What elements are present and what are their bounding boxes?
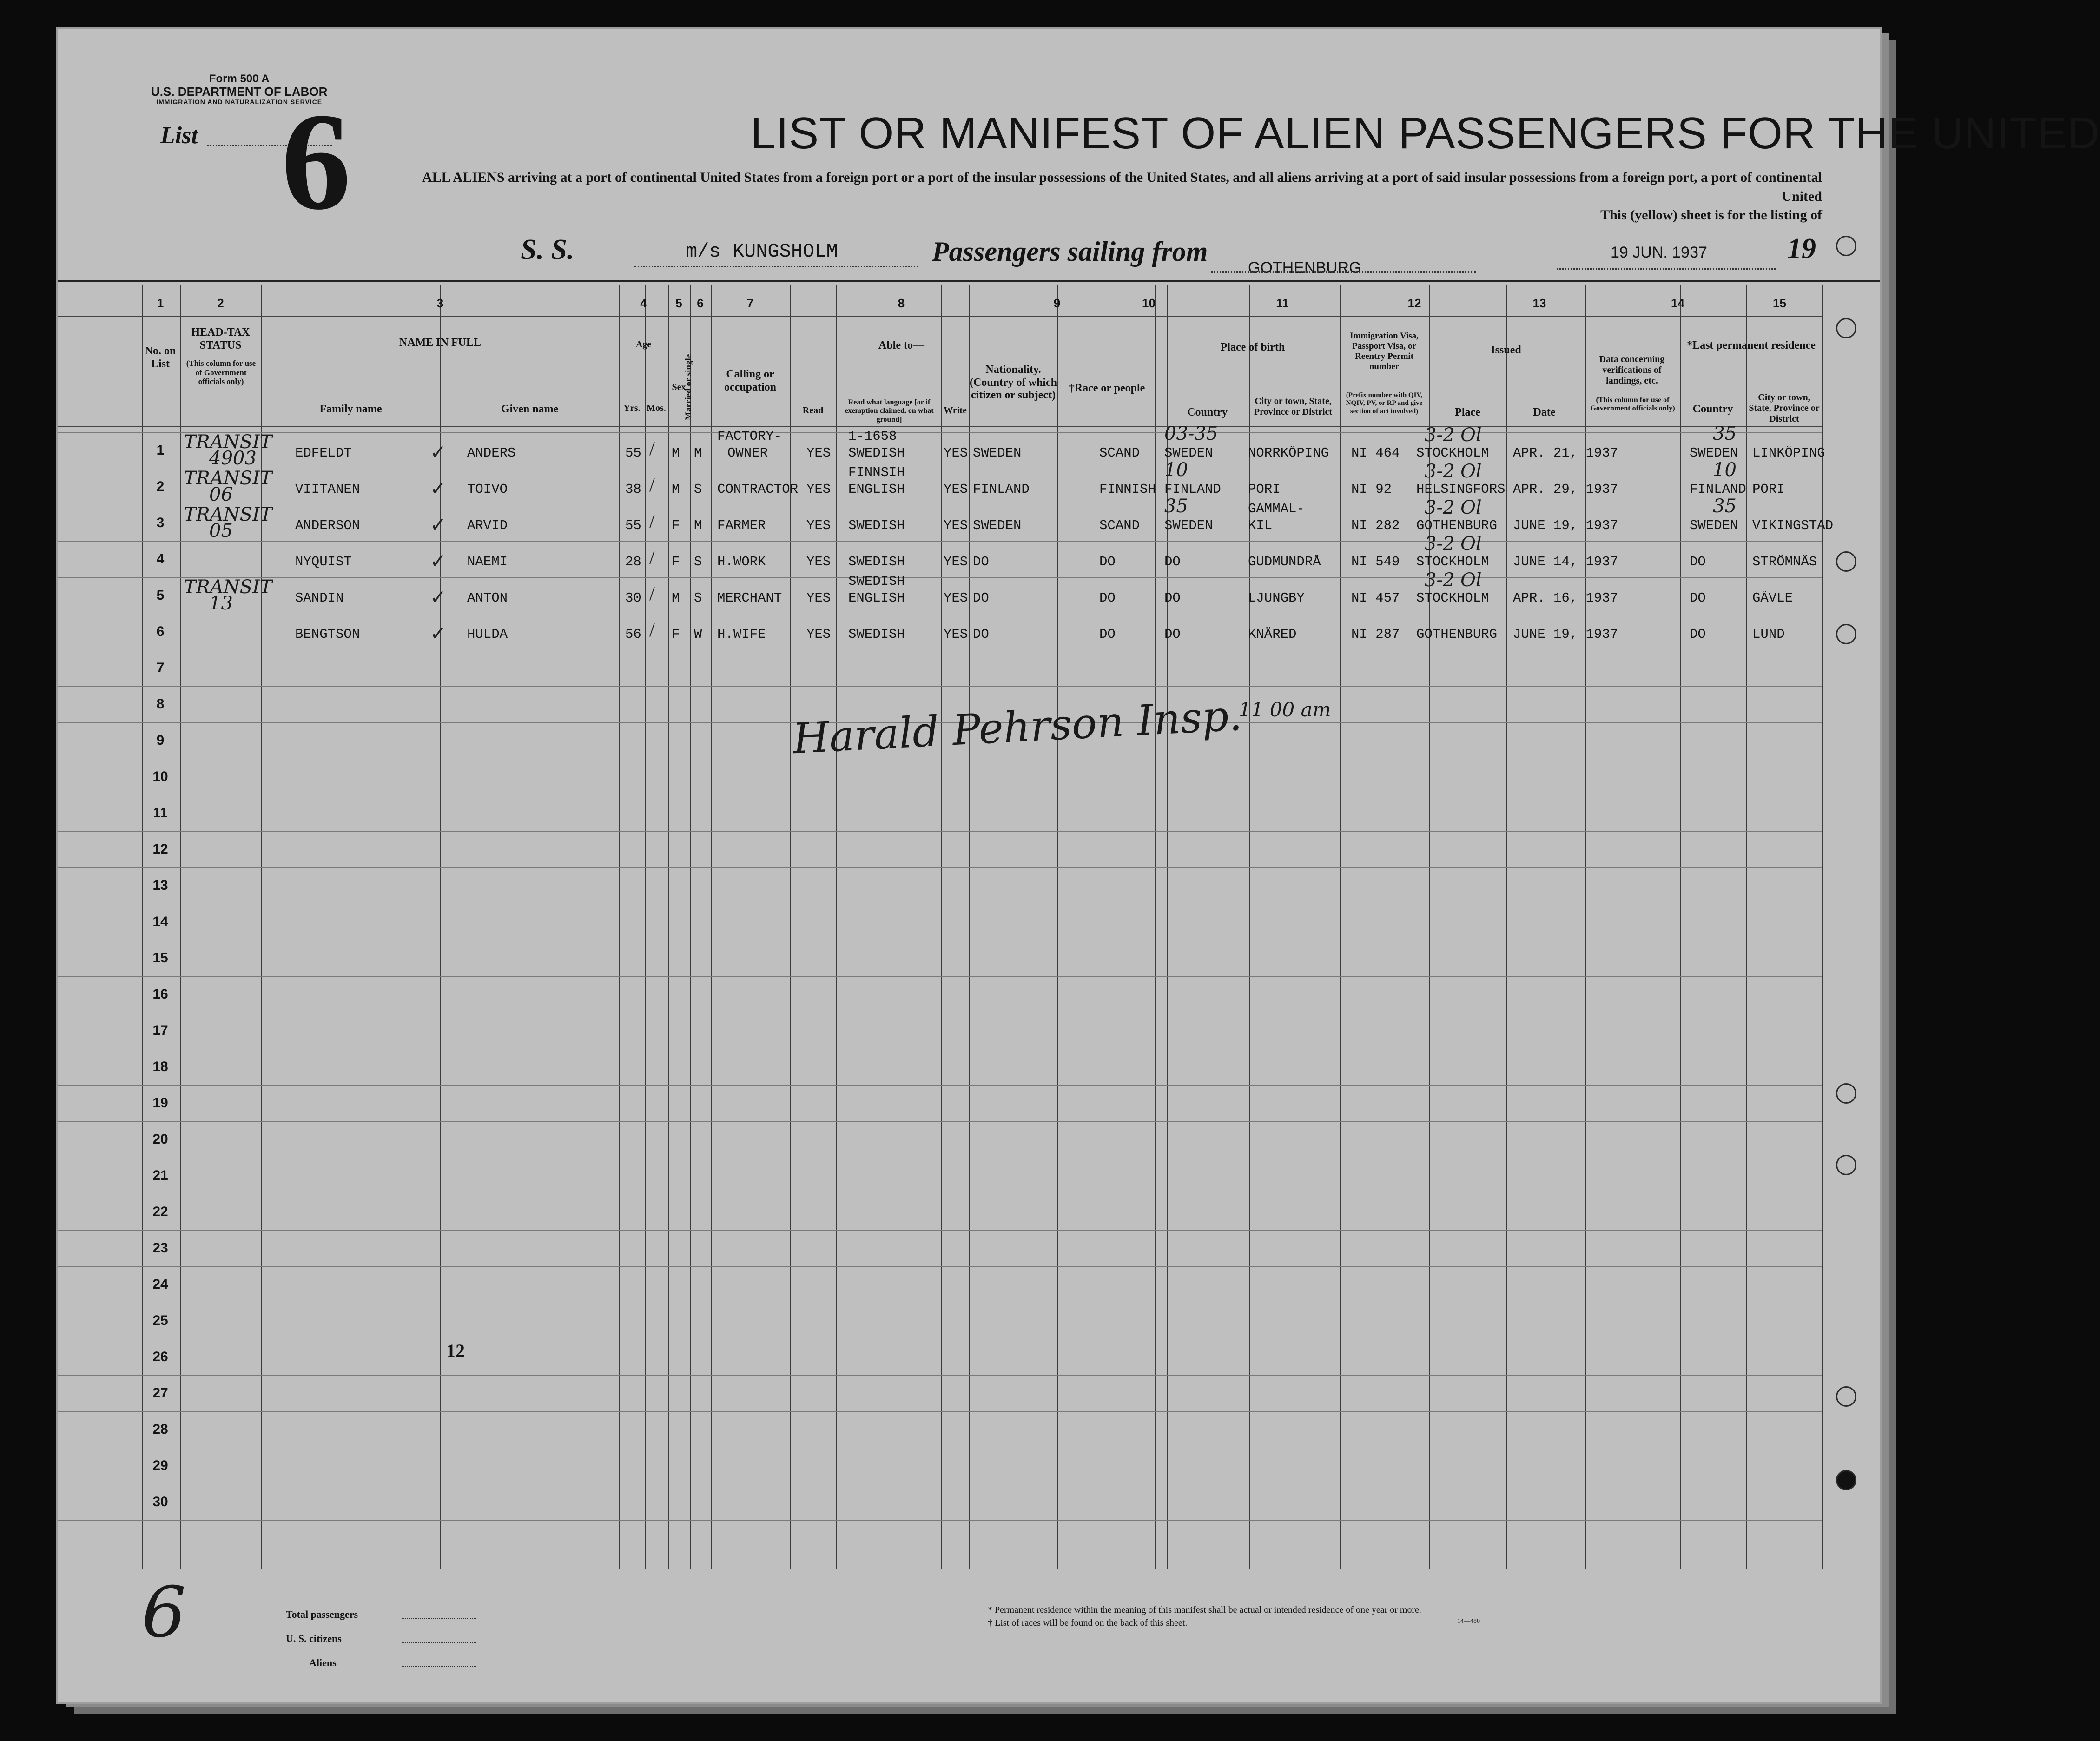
cell-yrs: 55 xyxy=(625,518,641,533)
binder-hole xyxy=(1836,1155,1856,1175)
header-calling: Calling or occupation xyxy=(724,368,776,393)
grid-column-line xyxy=(1249,285,1250,1569)
col-number-1: 1 xyxy=(157,296,164,310)
header-given-name: Given name xyxy=(501,403,559,415)
date-stamp: 19 JUN. 1937 xyxy=(1611,244,1707,261)
col-number-10: 10 xyxy=(1142,296,1156,310)
header-visa-note: (Prefix number with QIV, NQIV, PV, or RP and give section of act involved) xyxy=(1346,391,1423,415)
cell-birth-country: SWEDEN xyxy=(1164,518,1213,533)
col-number-15: 15 xyxy=(1773,296,1786,310)
grid-column-line xyxy=(668,285,669,1569)
grid-column-line xyxy=(1822,285,1823,1569)
cell-nationality: DO xyxy=(973,590,989,606)
aliens-label: Aliens xyxy=(309,1657,337,1668)
cell-family: SANDIN xyxy=(295,590,344,606)
cell-yrs: 30 xyxy=(625,590,641,606)
row-number: 24 xyxy=(152,1277,168,1292)
cell-res-country: DO xyxy=(1690,554,1706,569)
grid-row-line xyxy=(58,1085,1822,1086)
header-place-of-birth: Place of birth xyxy=(1220,341,1285,353)
grid-row-line xyxy=(58,1411,1822,1412)
cell-birth-country-note: 03-35 xyxy=(1164,423,1218,444)
footnote-races: † List of races will be found on the back of this sheet. xyxy=(988,1618,1188,1628)
header-issued-date: Date xyxy=(1533,406,1556,418)
cell-res-country: DO xyxy=(1690,590,1706,606)
cell-given: ARVID xyxy=(467,518,508,533)
ship-underline xyxy=(634,266,918,267)
cell-write: YES xyxy=(944,627,968,642)
cell-issued-date: APR. 21, 1937 xyxy=(1513,445,1618,461)
cell-occupation: FACTORY- xyxy=(717,429,782,444)
cell-head-tax-num: 06 xyxy=(209,484,233,505)
stamp-number: 12 xyxy=(446,1340,465,1361)
cell-occupation2: OWNER xyxy=(727,445,768,461)
header-issued: Issued xyxy=(1491,344,1521,356)
cell-birth-country-note: 10 xyxy=(1164,459,1188,481)
row-number: 7 xyxy=(156,660,165,675)
cell-issued-note: 3-2 Ol xyxy=(1425,569,1482,591)
header-head-tax: HEAD-TAX STATUS xyxy=(191,326,250,351)
cell-language: ENGLISH xyxy=(848,590,905,606)
cell-birth-country: DO xyxy=(1164,554,1181,569)
cell-marital: S xyxy=(694,554,702,569)
grid-row-line xyxy=(58,1375,1822,1376)
cell-given: TOIVO xyxy=(467,482,508,497)
cell-res-note: 35 xyxy=(1713,423,1737,444)
cell-language-top: SWEDISH xyxy=(848,574,905,589)
cell-birth-country: FINLAND xyxy=(1164,482,1221,497)
passengers-sailing-label: Passengers sailing from xyxy=(932,236,1208,267)
cell-res-city: STRÖMNÄS xyxy=(1752,554,1817,569)
grid-column-line xyxy=(619,285,620,1569)
grid-row-line xyxy=(58,686,1822,687)
cell-issued-place: HELSINGFORS xyxy=(1416,482,1506,497)
grid-column-line xyxy=(790,285,791,1569)
cell-read: YES xyxy=(806,627,831,642)
cell-sex: F xyxy=(672,554,680,569)
cell-race: DO xyxy=(1099,554,1116,569)
grid-column-line xyxy=(836,285,837,1569)
cell-head-tax-num: 4903 xyxy=(209,448,257,469)
grid-header-line xyxy=(58,426,1822,427)
tally-mark-icon: / xyxy=(649,620,655,641)
grid-column-line xyxy=(1680,285,1681,1569)
cell-issued-date: JUNE 19, 1937 xyxy=(1513,518,1618,533)
cell-head-tax: TRANSIT xyxy=(184,576,272,598)
col-number-14: 14 xyxy=(1671,296,1684,310)
grid-row-line xyxy=(58,1266,1822,1267)
grid-row-line xyxy=(58,432,1822,433)
header-write: Write xyxy=(944,405,967,416)
cell-write: YES xyxy=(944,518,968,533)
col-number-5: 5 xyxy=(675,296,682,310)
grid-row-line xyxy=(58,867,1822,868)
cell-birth-city: KIL xyxy=(1248,518,1273,533)
cell-birth-city: NORRKÖPING xyxy=(1248,445,1329,461)
col-number-4: 4 xyxy=(640,296,647,310)
cell-family: BENGTSON xyxy=(295,627,360,642)
cell-issued-place: GOTHENBURG xyxy=(1416,518,1498,533)
row-number: 1 xyxy=(156,443,165,458)
cell-nationality: SWEDEN xyxy=(973,518,1022,533)
row-number: 20 xyxy=(152,1132,168,1147)
cell-occupation: H.WIFE xyxy=(717,627,766,642)
row-number: 5 xyxy=(156,588,165,603)
grid-column-line xyxy=(645,285,646,1569)
row-number: 3 xyxy=(156,515,165,530)
header-issued-place: Place xyxy=(1455,406,1480,418)
cell-read: YES xyxy=(806,518,831,533)
date-underline xyxy=(1557,268,1776,270)
row-number: 14 xyxy=(152,914,168,929)
ship-name: m/s KUNGSHOLM xyxy=(686,240,838,263)
header-landings: Data concerning verifications of landings, etc. xyxy=(1599,354,1665,386)
cell-language: SWEDISH xyxy=(848,518,905,533)
cell-issued-date: JUNE 19, 1937 xyxy=(1513,627,1618,642)
binder-hole xyxy=(1836,1386,1856,1407)
row-number: 9 xyxy=(156,733,165,748)
header-years: Yrs. xyxy=(623,403,641,413)
row-number: 2 xyxy=(156,479,165,494)
cell-birth-city: KNÄRED xyxy=(1248,627,1297,642)
cell-issued-date: JUNE 14, 1937 xyxy=(1513,554,1618,569)
header-read-language: Read what language [or if exemption claimed, on what ground] xyxy=(845,398,934,424)
cell-birth-country: DO xyxy=(1164,627,1181,642)
cell-issued-date: APR. 29, 1937 xyxy=(1513,482,1618,497)
row-number: 8 xyxy=(156,696,165,712)
cell-language: SWEDISH xyxy=(848,554,905,569)
header-head-tax-note: (This column for use of Government officials only) xyxy=(186,359,256,386)
binder-hole xyxy=(1836,318,1856,338)
grid-row-line xyxy=(58,541,1822,542)
grid-column-line xyxy=(180,285,181,1569)
cell-res-city: VIKINGSTAD xyxy=(1752,518,1834,533)
row-number: 6 xyxy=(156,624,165,639)
cell-birth-city-top: GAMMAL- xyxy=(1248,501,1305,516)
cell-visa: NI 457 xyxy=(1351,590,1400,606)
department-name: U.S. DEPARTMENT OF LABOR xyxy=(151,85,328,99)
cell-birth-country: SWEDEN xyxy=(1164,445,1213,461)
row-number: 12 xyxy=(152,841,168,857)
form-code: 14—480 xyxy=(1457,1618,1480,1625)
check-mark-icon: ✓ xyxy=(430,515,447,536)
check-mark-icon: ✓ xyxy=(430,442,447,463)
cell-family: ANDERSON xyxy=(295,518,360,533)
cell-yrs: 38 xyxy=(625,482,641,497)
binder-hole xyxy=(1836,1083,1856,1104)
row-number: 23 xyxy=(152,1240,168,1256)
cell-head-tax: TRANSIT xyxy=(184,468,272,489)
header-read: Read xyxy=(802,405,824,416)
cell-language: SWEDISH xyxy=(848,627,905,642)
cell-visa: NI 287 xyxy=(1351,627,1400,642)
cell-race: DO xyxy=(1099,590,1116,606)
cell-visa: NI 282 xyxy=(1351,518,1400,533)
cell-birth-city: GUDMUNDRÅ xyxy=(1248,554,1321,569)
cell-birth-country: DO xyxy=(1164,590,1181,606)
cell-read: YES xyxy=(806,445,831,461)
cell-marital: S xyxy=(694,482,702,497)
cell-occupation: H.WORK xyxy=(717,554,766,569)
cell-write: YES xyxy=(944,482,968,497)
cell-write: YES xyxy=(944,554,968,569)
grid-column-line xyxy=(1057,285,1058,1569)
ss-label: S. S. xyxy=(521,234,575,265)
header-res-city: City or town, State, Province or District xyxy=(1749,392,1820,424)
cell-sex: M xyxy=(672,445,680,461)
grid-row-line xyxy=(58,1121,1822,1122)
grid-column-line xyxy=(711,285,712,1569)
cell-birth-city: LJUNGBY xyxy=(1248,590,1305,606)
header-married: Married or single xyxy=(684,354,694,420)
grid-column-line xyxy=(1155,285,1156,1569)
tally-mark-icon: / xyxy=(649,583,655,605)
row-number: 15 xyxy=(152,950,168,966)
grid-column-line xyxy=(941,285,942,1569)
cell-sex: M xyxy=(672,590,680,606)
grid-column-line xyxy=(1585,285,1586,1569)
cell-head-tax: TRANSIT xyxy=(184,431,272,453)
port-underline xyxy=(1211,271,1476,273)
cell-write: YES xyxy=(944,445,968,461)
grid-column-line xyxy=(969,285,970,1569)
cell-res-city: LINKÖPING xyxy=(1752,445,1825,461)
subtitle-line-2: This (yellow) sheet is for the listing of xyxy=(1600,207,1822,223)
cell-issued-place: STOCKHOLM xyxy=(1416,554,1489,569)
grid-row-line xyxy=(58,831,1822,832)
row-number: 21 xyxy=(152,1168,168,1183)
signature-time: 11 00 am xyxy=(1239,698,1331,721)
row-number: 4 xyxy=(156,551,165,567)
total-passengers-label: Total passengers xyxy=(286,1609,358,1620)
tally-mark-icon: / xyxy=(649,547,655,569)
header-visa: Immigration Visa, Passport Visa, or Reentry Permit number xyxy=(1350,331,1419,371)
cell-occupation: MERCHANT xyxy=(717,590,782,606)
cell-issued-place: STOCKHOLM xyxy=(1416,590,1489,606)
cell-yrs: 55 xyxy=(625,445,641,461)
cell-sex: M xyxy=(672,482,680,497)
header-age: Age xyxy=(635,339,652,350)
cell-nationality: DO xyxy=(973,627,989,642)
binder-hole xyxy=(1836,551,1856,572)
binder-hole xyxy=(1836,624,1856,644)
row-number: 26 xyxy=(152,1349,168,1364)
cell-read: YES xyxy=(806,590,831,606)
check-mark-icon: ✓ xyxy=(430,623,447,645)
row-number: 25 xyxy=(152,1313,168,1328)
cell-write: YES xyxy=(944,590,968,606)
col-number-6: 6 xyxy=(697,296,704,310)
inspector-signature: Harald Pehrson Insp. xyxy=(791,691,1243,764)
header-no-on-list: No. on List xyxy=(145,345,176,370)
col-number-2: 2 xyxy=(217,296,224,310)
list-label: List xyxy=(160,122,198,149)
row-number: 18 xyxy=(152,1059,168,1074)
cell-family: VIITANEN xyxy=(295,482,360,497)
header-nationality: Nationality. (Country of which citizen or subject) xyxy=(969,364,1057,402)
tally-mark-icon: / xyxy=(649,438,655,460)
cell-given: ANTON xyxy=(467,590,508,606)
col-number-8: 8 xyxy=(898,296,905,310)
footnote-residence: * Permanent residence within the meaning of this manifest shall be actual or intended residence of one year or more. xyxy=(988,1605,1422,1615)
subtitle-line-1: ALL ALIENS arriving at a port of continental United States from a foreign port or a port of the insular possessions of the United States, and all aliens arriving at a port of said insular possessions from a foreign port, a port of continental United xyxy=(422,170,1822,204)
cell-language: ENGLISH xyxy=(848,482,905,497)
header-months: Mos. xyxy=(647,403,666,413)
cell-language-top: FINNSIH xyxy=(848,465,905,480)
grid-row-line xyxy=(58,577,1822,578)
cell-res-country: FINLAND xyxy=(1690,482,1746,497)
cell-head-tax: TRANSIT xyxy=(184,504,272,525)
cell-res-country: DO xyxy=(1690,627,1706,642)
cell-yrs: 56 xyxy=(625,627,641,642)
cell-nationality: FINLAND xyxy=(973,482,1030,497)
cell-marital: W xyxy=(694,627,702,642)
service-name: IMMIGRATION AND NATURALIZATION SERVICE xyxy=(156,98,323,106)
cell-given: NAEMI xyxy=(467,554,508,569)
cell-given: ANDERS xyxy=(467,445,516,461)
grid-column-line xyxy=(1506,285,1507,1569)
cell-issued-date: APR. 16, 1937 xyxy=(1513,590,1618,606)
col-number-13: 13 xyxy=(1532,296,1546,310)
cell-race: FINNISH xyxy=(1099,482,1156,497)
cell-race: SCAND xyxy=(1099,518,1140,533)
cell-issued-place: GOTHENBURG xyxy=(1416,627,1498,642)
row-number: 30 xyxy=(152,1494,168,1509)
cell-marital: M xyxy=(694,445,702,461)
cell-res-country: SWEDEN xyxy=(1690,445,1738,461)
row-number: 28 xyxy=(152,1422,168,1437)
cell-race: SCAND xyxy=(1099,445,1140,461)
cell-issued-note: 3-2 Ol xyxy=(1425,461,1482,482)
grid-header-line xyxy=(58,316,1822,317)
row-number: 11 xyxy=(153,805,168,821)
col-number-7: 7 xyxy=(746,296,754,310)
cell-visa: NI 549 xyxy=(1351,554,1400,569)
cell-issued-note: 3-2 Ol xyxy=(1425,497,1482,518)
cell-marital: S xyxy=(694,590,702,606)
cell-read: YES xyxy=(806,482,831,497)
cell-family: EDFELDT xyxy=(295,445,352,461)
check-mark-icon: ✓ xyxy=(430,587,447,609)
grid-row-line xyxy=(58,1230,1822,1231)
row-number: 19 xyxy=(152,1095,168,1111)
header-last-residence: *Last permanent residence xyxy=(1687,339,1816,351)
row-number: 10 xyxy=(152,769,168,784)
form-number: Form 500 A xyxy=(209,73,270,85)
row-number: 27 xyxy=(152,1385,168,1401)
cell-res-city: PORI xyxy=(1752,482,1785,497)
col-number-11: 11 xyxy=(1276,296,1289,310)
cell-res-note: 35 xyxy=(1713,496,1737,517)
cell-marital: M xyxy=(694,518,702,533)
grid-column-line xyxy=(1340,285,1341,1569)
cell-issued-place: STOCKHOLM xyxy=(1416,445,1489,461)
year-suffix: 19 xyxy=(1787,233,1816,265)
row-number: 29 xyxy=(152,1458,168,1473)
grid-row-line xyxy=(58,1520,1822,1521)
col-number-3: 3 xyxy=(436,296,444,310)
header-res-country: Country xyxy=(1692,403,1733,415)
cell-yrs: 28 xyxy=(625,554,641,569)
subtitle xyxy=(421,168,1822,225)
margin-mark: 6 xyxy=(142,1572,186,1653)
check-mark-icon: ✓ xyxy=(430,551,447,572)
cell-visa: NI 464 xyxy=(1351,445,1400,461)
cell-occupation: CONTRACTOR xyxy=(717,482,799,497)
cell-read: YES xyxy=(806,554,831,569)
cell-sex: F xyxy=(672,518,680,533)
header-family-name: Family name xyxy=(319,403,382,415)
binder-hole xyxy=(1836,236,1856,256)
total-passengers-line xyxy=(402,1618,476,1619)
manifest-sheet xyxy=(58,29,2100,1702)
grid-row-line xyxy=(58,976,1822,977)
cell-visa: NI 92 xyxy=(1351,482,1392,497)
cell-res-city: LUND xyxy=(1752,627,1785,642)
cell-birth-city: PORI xyxy=(1248,482,1281,497)
header-able-to: Able to— xyxy=(878,339,924,351)
cell-language-top: 1-1658 xyxy=(848,429,897,444)
check-mark-icon: ✓ xyxy=(430,478,447,500)
cell-res-note: 10 xyxy=(1713,459,1737,481)
list-number: 6 xyxy=(281,84,351,238)
col-number-12: 12 xyxy=(1407,296,1421,310)
cell-nationality: DO xyxy=(973,554,989,569)
us-citizens-line xyxy=(402,1642,476,1643)
cell-issued-note: 3-2 Ol xyxy=(1425,533,1482,555)
binder-hole xyxy=(1836,1470,1856,1490)
row-number: 17 xyxy=(152,1023,168,1038)
row-number: 16 xyxy=(152,986,168,1002)
page-title: LIST OR MANIFEST OF ALIEN PASSENGERS FOR THE UNITED xyxy=(751,108,2100,158)
cell-head-tax-num: 13 xyxy=(209,593,233,614)
aliens-line xyxy=(402,1666,476,1667)
header-race: †Race or people xyxy=(1069,382,1145,394)
cell-res-city: GÄVLE xyxy=(1752,590,1793,606)
header-sex: Sex xyxy=(672,382,686,392)
cell-occupation: FARMER xyxy=(717,518,766,533)
tally-mark-icon: / xyxy=(649,475,655,496)
cell-race: DO xyxy=(1099,627,1116,642)
grid-column-line xyxy=(1746,285,1747,1569)
header-name-in-full: NAME IN FULL xyxy=(399,337,481,349)
col-number-9: 9 xyxy=(1053,296,1061,310)
top-rule xyxy=(58,280,1880,282)
header-landings-note: (This column for use of Government officials only) xyxy=(1590,396,1675,413)
row-number: 13 xyxy=(152,878,168,893)
tally-mark-icon: / xyxy=(649,511,655,532)
cell-nationality: SWEDEN xyxy=(973,445,1022,461)
row-number: 22 xyxy=(152,1204,168,1219)
cell-given: HULDA xyxy=(467,627,508,642)
cell-language: SWEDISH xyxy=(848,445,905,461)
cell-family: NYQUIST xyxy=(295,554,352,569)
cell-res-country: SWEDEN xyxy=(1690,518,1738,533)
cell-birth-country-note: 35 xyxy=(1164,496,1188,517)
port-name: GOTHENBURG xyxy=(1248,259,1361,277)
header-birth-country: Country xyxy=(1187,406,1228,418)
cell-issued-note: 3-2 Ol xyxy=(1425,424,1482,446)
header-birth-city: City or town, State, Province or District xyxy=(1254,396,1333,417)
cell-head-tax-num: 05 xyxy=(209,520,233,542)
cell-sex: F xyxy=(672,627,680,642)
us-citizens-label: U. S. citizens xyxy=(286,1633,342,1644)
grid-column-line xyxy=(690,285,691,1569)
